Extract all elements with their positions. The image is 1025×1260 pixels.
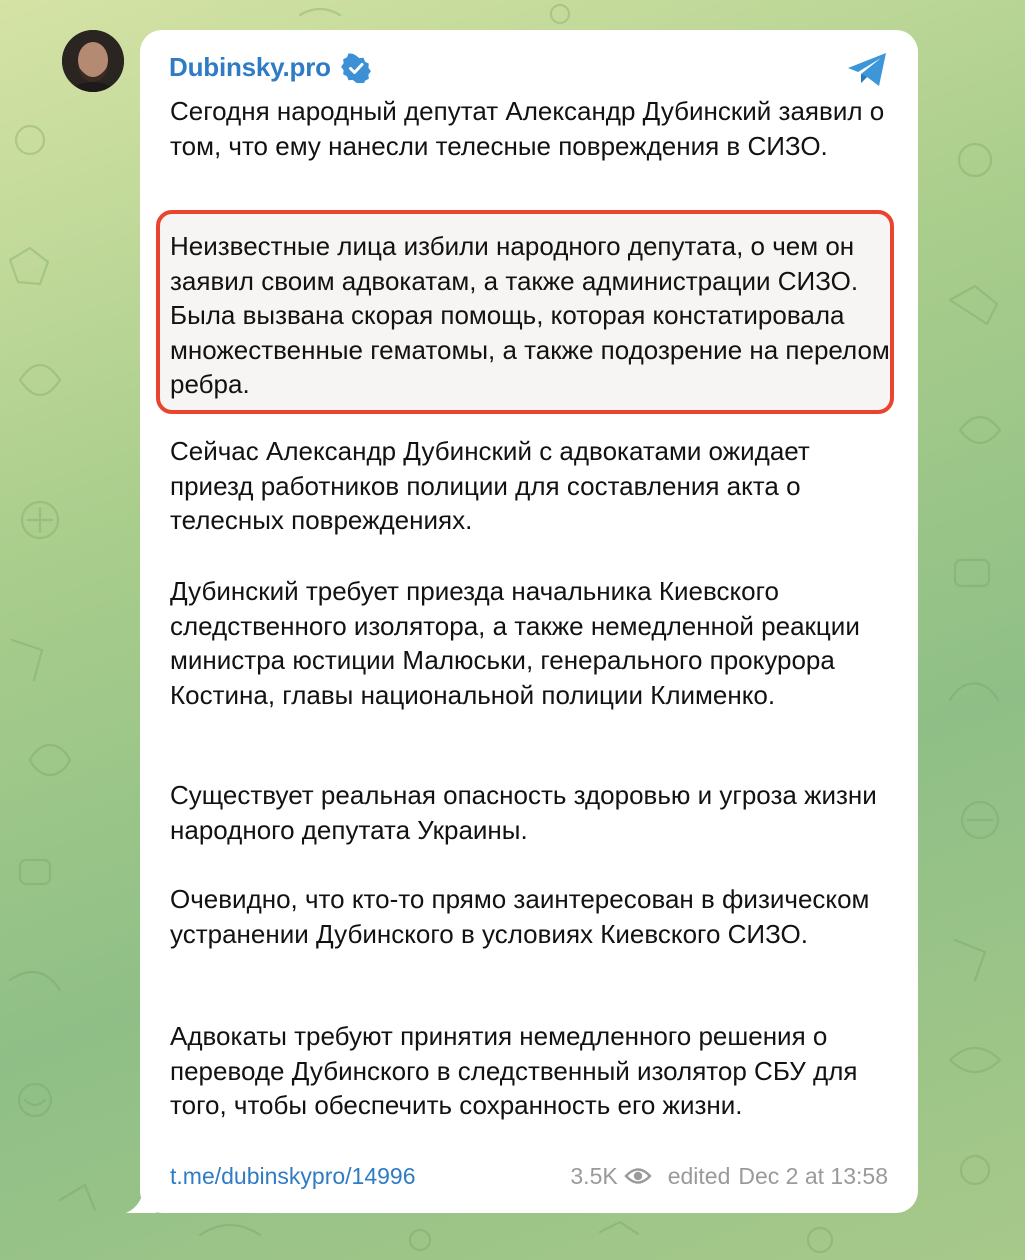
share-button[interactable] — [846, 50, 890, 90]
eye-icon — [624, 1166, 652, 1186]
view-count: 3.5K — [570, 1162, 618, 1189]
channel-name[interactable]: Dubinsky.pro — [169, 52, 331, 82]
message-bubble — [140, 30, 918, 1213]
post-meta — [570, 1163, 888, 1190]
telegram-share-icon — [846, 50, 890, 90]
post-paragraph-1: Сегодня народный депутат Александр Дубинский заявил о том, что ему нанесли телесные повреждения в СИЗО. — [170, 96, 885, 161]
post-paragraph-3: Сейчас Александр Дубинский с адвокатами ожидает приезд работников полиции для составления акта о телесных повреждениях. — [170, 436, 810, 535]
channel-header — [169, 52, 371, 83]
edited-label: edited — [667, 1162, 731, 1189]
post-paragraph-4: Дубинский требует приезда начальника Киевского следственного изолятора, а также немедленной реакции министра юстиции Малюськи, генерального прокурора Костина, главы национальной полиции Клименко. — [170, 576, 860, 710]
channel-avatar[interactable] — [62, 30, 124, 92]
post-link[interactable]: t.me/dubinskypro/14996 — [170, 1162, 416, 1189]
post-paragraph-7: Адвокаты требуют принятия немедленного решения о переводе Дубинского в следственный изолятор СБУ для того, чтобы обеспечить сохранность его жизни. — [170, 1021, 858, 1120]
avatar-portrait-icon — [62, 30, 124, 92]
post-paragraph-2-highlighted: Неизвестные лица избили народного депутата, о чем он заявил своим адвокатам, а также администрации СИЗО. Была вызвана скорая помощь, которая констатировала множественные гематомы, а также подозрение на перелом ребра. — [170, 231, 890, 399]
post-footer — [170, 1160, 888, 1192]
post-paragraph-6: Очевидно, что кто-то прямо заинтересован в физическом устранении Дубинского в условиях Киевского СИЗО. — [170, 884, 870, 949]
post-timestamp: Dec 2 at 13:58 — [738, 1162, 888, 1189]
verified-badge-icon — [341, 53, 371, 83]
post-paragraph-5: Существует реальная опасность здоровью и угроза жизни народного депутата Украины. — [170, 780, 877, 845]
